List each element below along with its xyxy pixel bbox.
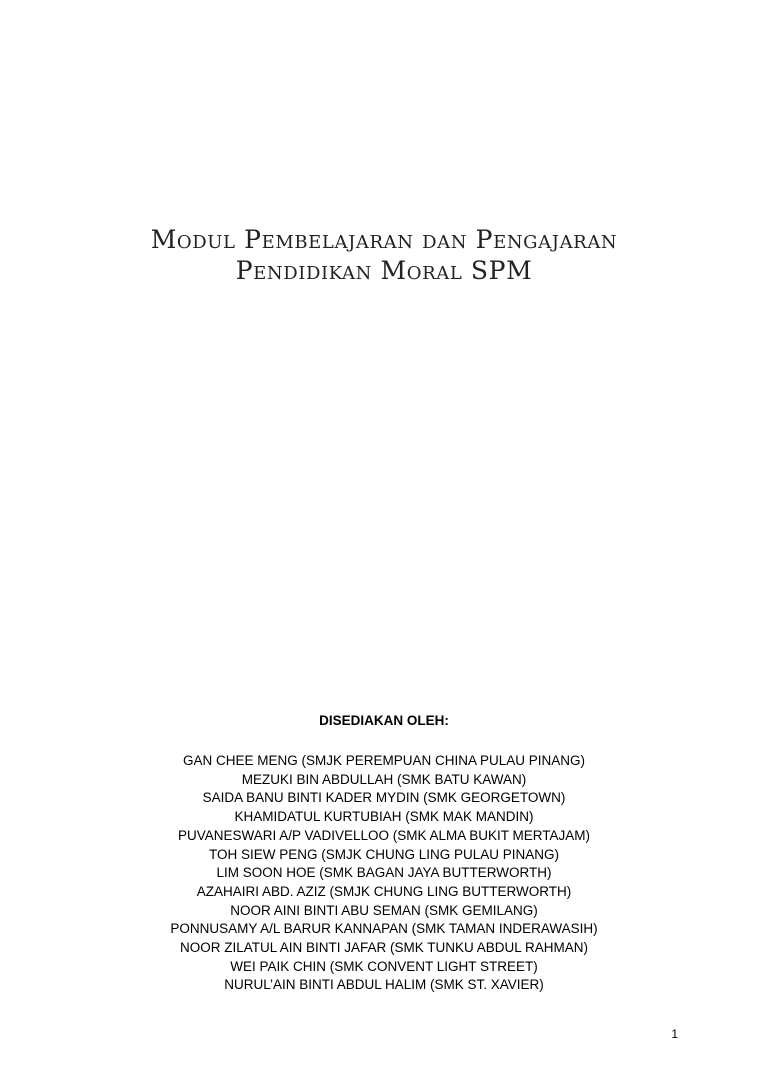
author-item: TOH SIEW PENG (SMJK CHUNG LING PULAU PINANG) [208,846,560,862]
author-item: MEZUKI BIN ABDULLAH (SMK BATU KAWAN) [241,771,527,787]
author-item: WEI PAIK CHIN (SMK CONVENT LIGHT STREET) [230,958,538,974]
author-item: NOOR ZILATUL AIN BINTI JAFAR (SMK TUNKU ABDUL RAHMAN) [179,940,589,956]
page-number: 1 [671,1027,678,1041]
author-item: PUVANESWARI A/P VADIVELLOO (SMK ALMA BUKIT MERTAJAM) [177,827,591,843]
author-item: SAIDA BANU BINTI KADER MYDIN (SMK GEORGETOWN) [202,790,566,806]
author-item: LIM SOON HOE (SMK BAGAN JAYA BUTTERWORTH) [216,865,552,881]
title-line-2: Pendidikan Moral SPM [235,256,533,285]
prepared-by-heading: DISEDIAKAN OLEH: [319,713,449,728]
author-item: AZAHAIRI ABD. AZIZ (SMJK CHUNG LING BUTTERWORTH) [196,883,572,899]
author-item: NURUL’AIN BINTI ABDUL HALIM (SMK ST. XAVIER) [224,977,544,993]
author-list [0,752,768,995]
author-item: KHAMIDATUL KURTUBIAH (SMK MAK MANDIN) [234,809,534,825]
author-item: NOOR AINI BINTI ABU SEMAN (SMK GEMILANG) [230,902,538,918]
author-item: GAN CHEE MENG (SMJK PEREMPUAN CHINA PULAU PINANG) [182,753,586,768]
title-line-1: Modul Pembelajaran dan Pengajaran [150,225,618,254]
author-item: PONNUSAMY A/L BARUR KANNAPAN (SMK TAMAN INDERAWASIH) [170,921,598,937]
document-title [0,224,768,286]
